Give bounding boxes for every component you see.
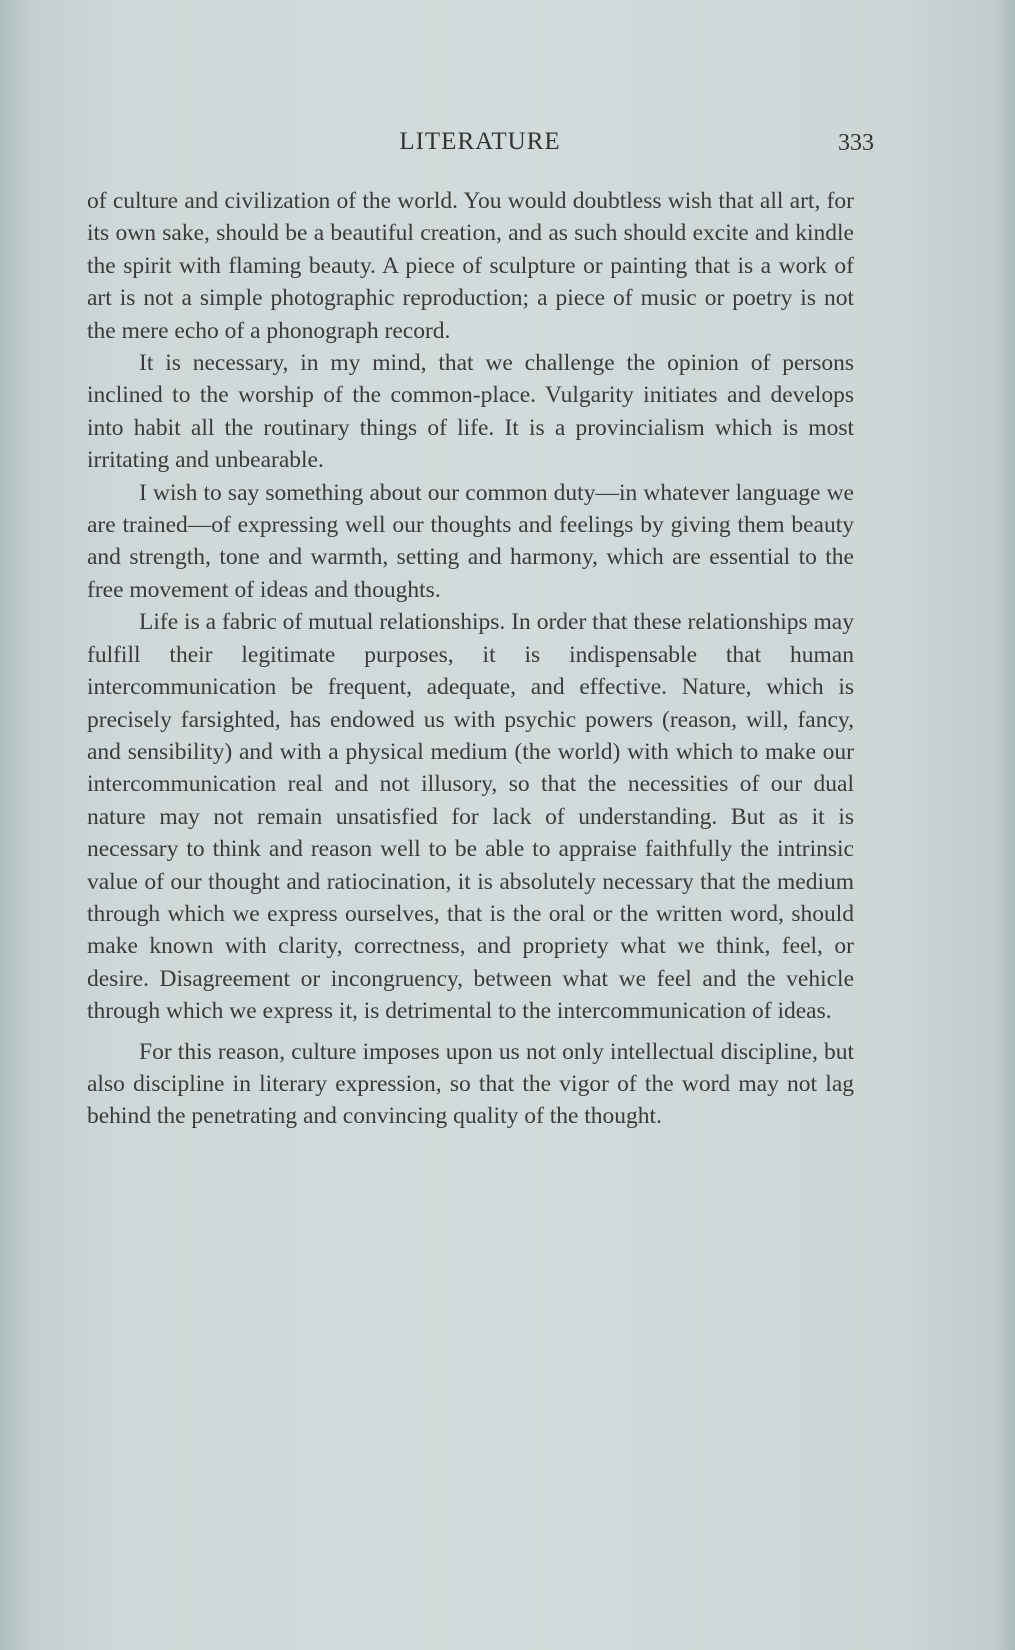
page-edge-shadow [995, 0, 1015, 1650]
paragraph: Life is a fabric of mutual relationships. In order that these relationships may fulfill their legitimate purposes, it is indispensable that human intercommunication be frequent, adequate, and effective. Nature, which is precisely farsighted, has endowed us with psychic powers (reason, will, fancy, and sensibility) and with a physical medium (the world) with which to make our intercommunication real and not illusory, so that the necessities of our dual nature may not remain unsatisfied for lack of understanding. But as it is necessary to think and reason well to be able to appraise faithfully the intrinsic value of our thought and ratiocination, it is absolutely necessary that the medium through which we express ourselves, that is the oral or the written word, should make known with clarity, correctness, and propriety what we think, feel, or desire. Disagreement or incongruency, between what we feel and the vehicle through which we express it, is detrimental to the intercommunication of ideas. [87, 609, 854, 1025]
running-title: LITERATURE [399, 128, 561, 155]
paragraph: I wish to say something about our common duty—in whatever language we are trained—of expressing well our thoughts and feelings by giving them beauty and strength, tone and warmth, setting and harmony, which are essential to the free movement of ideas and thoughts. [87, 479, 854, 603]
page-number: 333 [838, 130, 874, 156]
body-text [87, 185, 854, 1133]
paragraph: For this reason, culture imposes upon us not only intellectual discipline, but also discipline in literary expression, so that the vigor of the word may not lag behind the penetrating and convincing quality of the thought. [87, 1038, 854, 1130]
page-header [80, 128, 880, 160]
paragraph-continuation: of culture and civilization of the world. You would doubtless wish that all art, for its own sake, should be a beautiful creation, and as such should excite and kindle the spirit with flaming beauty. A piece of sculpture or painting that is a work of art is not a simple photographic reproduction; a piece of music or poetry is not the mere echo of a phonograph record. [87, 188, 854, 344]
paragraph: It is necessary, in my mind, that we challenge the opinion of persons inclined to the worship of the common-place. Vulgarity initiates and develops into habit all the routinary things of life. It is a provincialism which is most irritating and unbearable. [87, 350, 854, 474]
